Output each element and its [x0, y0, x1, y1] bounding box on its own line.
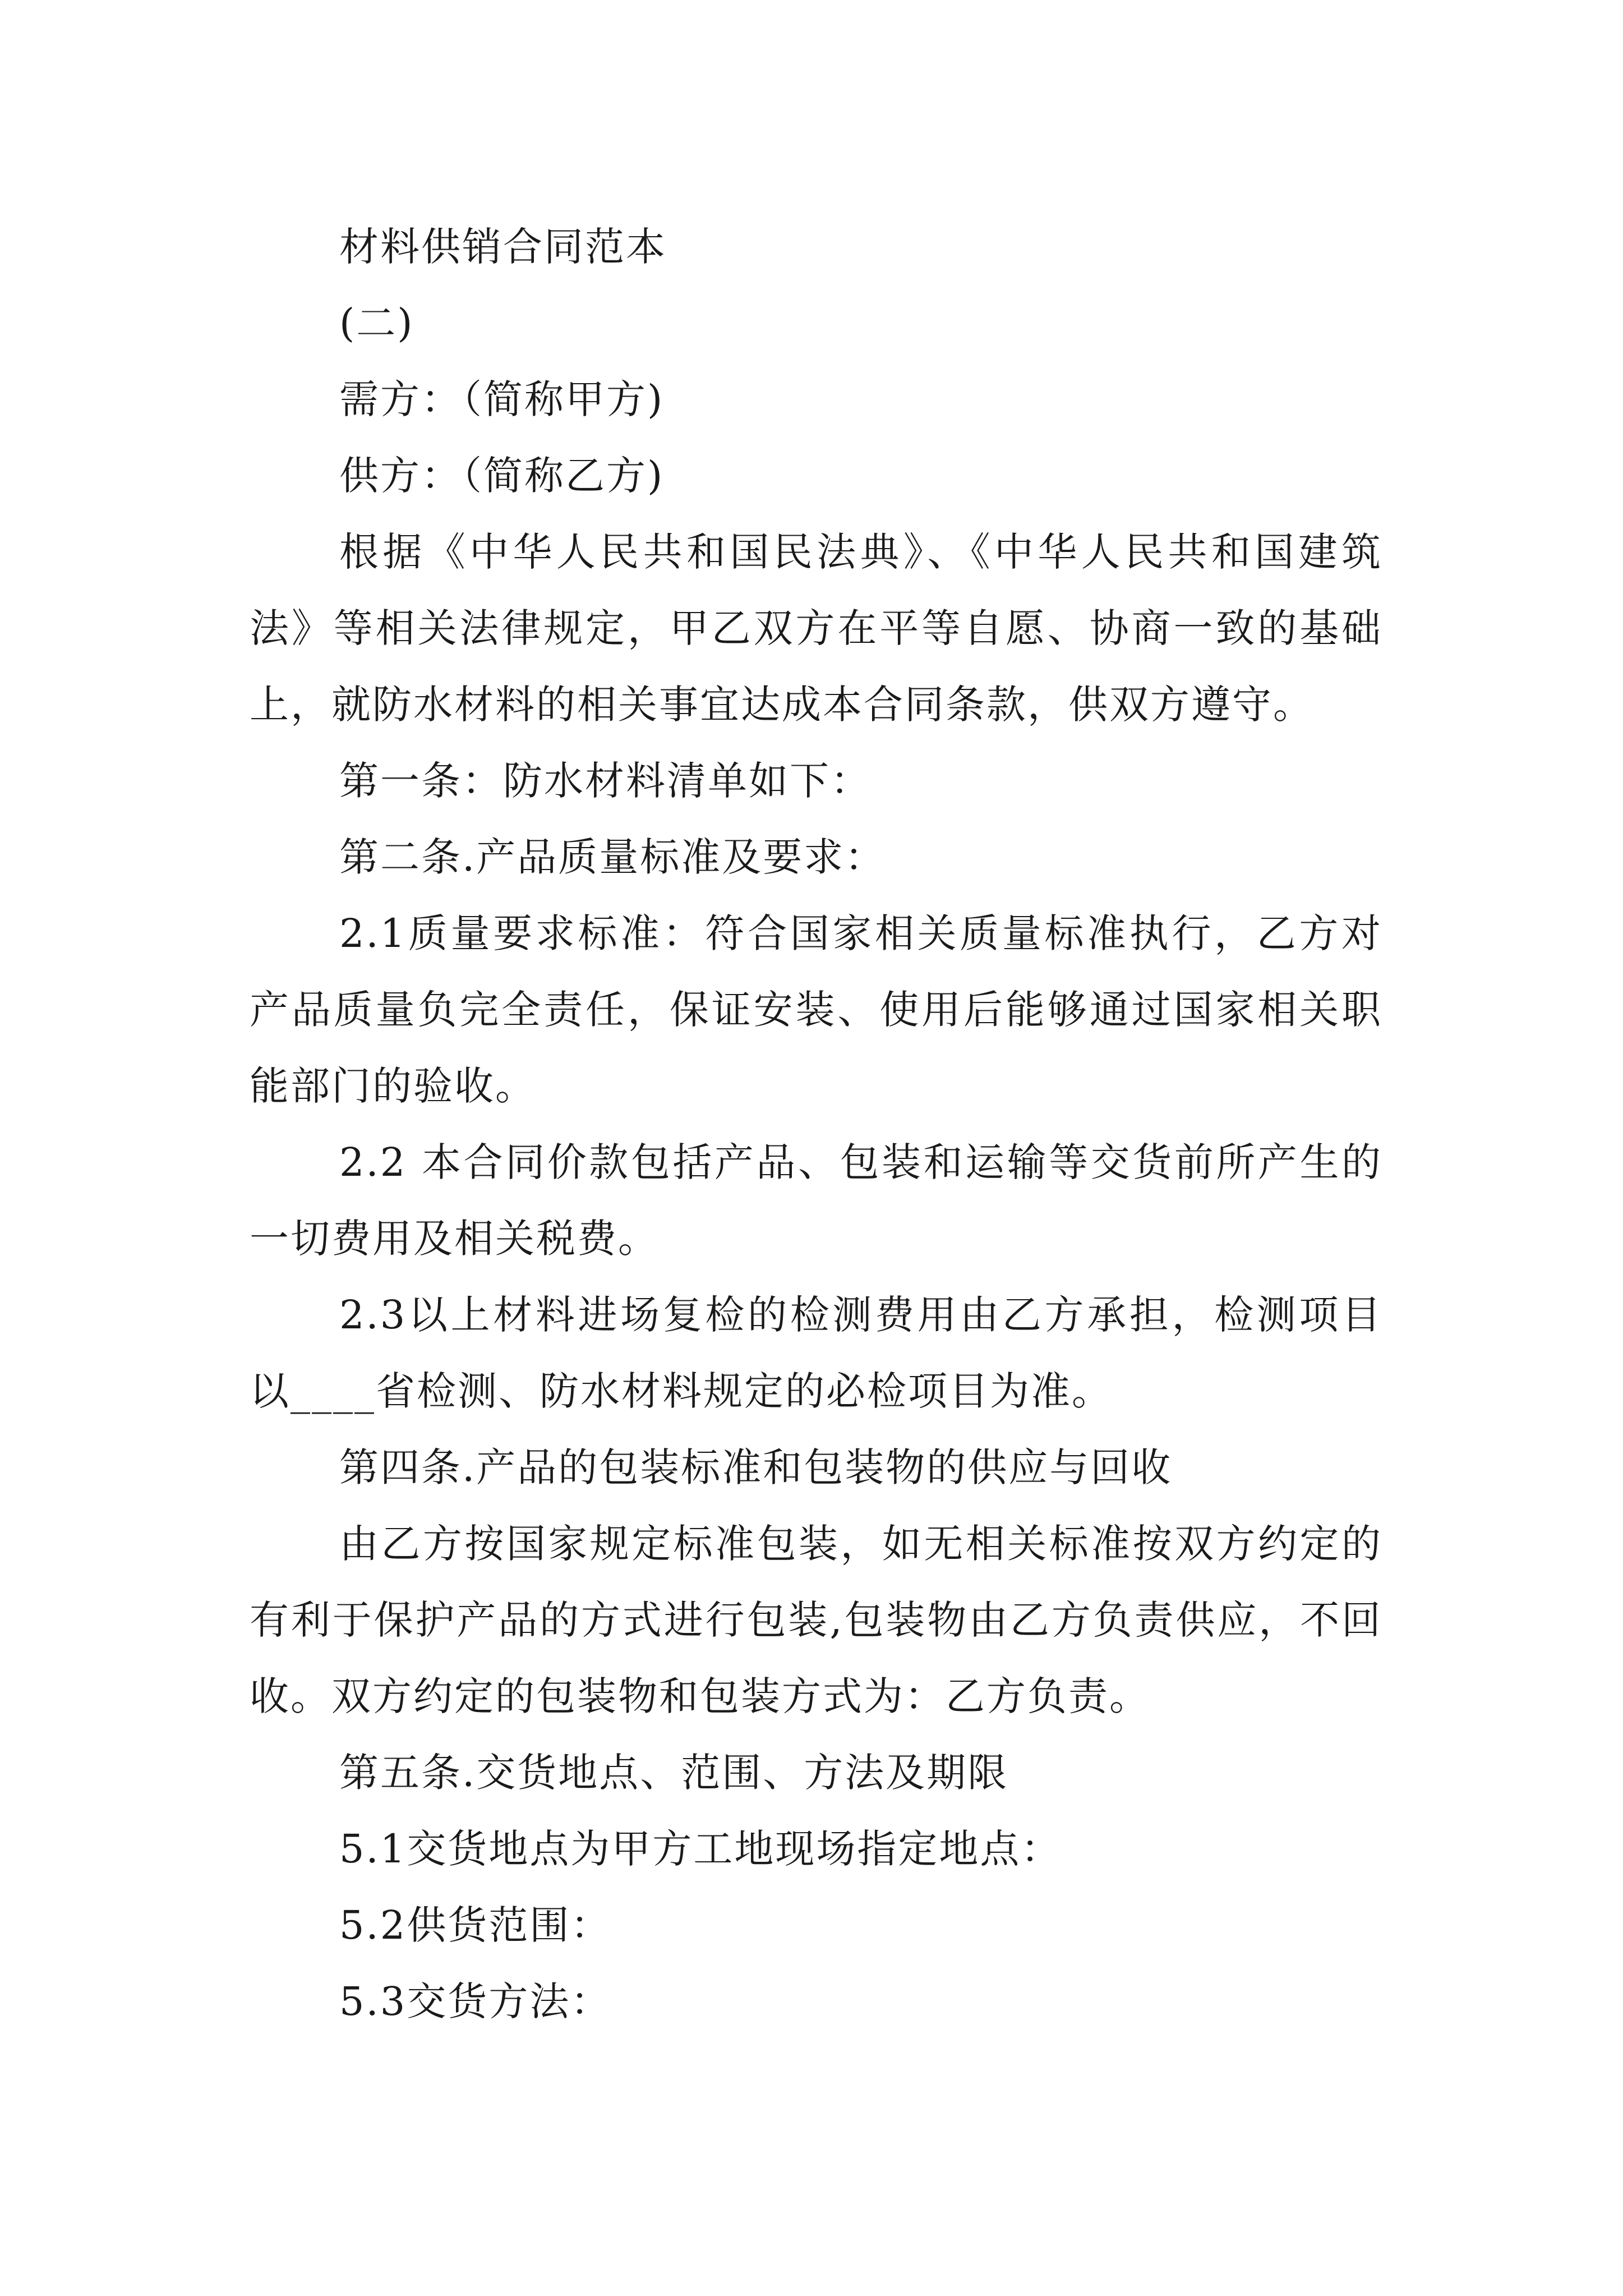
article-5-heading: 第五条.交货地点、范围、方法及期限	[339, 1750, 1009, 1796]
intro-paragraph: 根据《中华人民共和国民法典》、《中华人民共和国建筑法》等相关法律规定，甲乙双方在平等自愿、协商一致的基础上，就防水材料的相关事宜达成本合同条款，供双方遵守。	[250, 529, 1382, 728]
clause-5-2: 5.2供货范围：	[339, 1902, 612, 1948]
clause-2-3: 2.3以上材料进场复检的检测费用由乙方承担，检测项目以____省检测、防水材料规定的必检项目为准。	[250, 1292, 1382, 1414]
clause-5-3: 5.3交货方法：	[339, 1978, 612, 2024]
clause-2-1: 2.1质量要求标准：符合国家相关质量标准执行，乙方对产品质量负完全责任，保证安装、使用后能够通过国家相关职能部门的验收。	[250, 910, 1382, 1109]
article-1-heading: 第一条：防水材料清单如下：	[339, 758, 872, 804]
buyer-line: 需方：（简称甲方)	[339, 376, 665, 422]
document-body	[250, 209, 1382, 2040]
article-4-body: 由乙方按国家规定标准包装，如无相关标准按双方约定的有利于保护产品的方式进行包装,包装物由乙方负责供应，不回收。双方约定的包装物和包装方式为：乙方负责。	[250, 1521, 1382, 1719]
article-2-heading: 第二条.产品质量标准及要求：	[339, 834, 886, 880]
seller-line: 供方：（简称乙方)	[339, 453, 665, 499]
document-title: 材料供销合同范本	[339, 224, 667, 270]
clause-2-2: 2.2 本合同价款包括产品、包装和运输等交货前所产生的一切费用及相关税费。	[250, 1139, 1382, 1262]
article-4-heading: 第四条.产品的包装标准和包装物的供应与回收	[339, 1444, 1173, 1490]
document-subtitle: (二)	[339, 300, 414, 346]
clause-5-1: 5.1交货地点为甲方工地现场指定地点：	[339, 1826, 1062, 1872]
